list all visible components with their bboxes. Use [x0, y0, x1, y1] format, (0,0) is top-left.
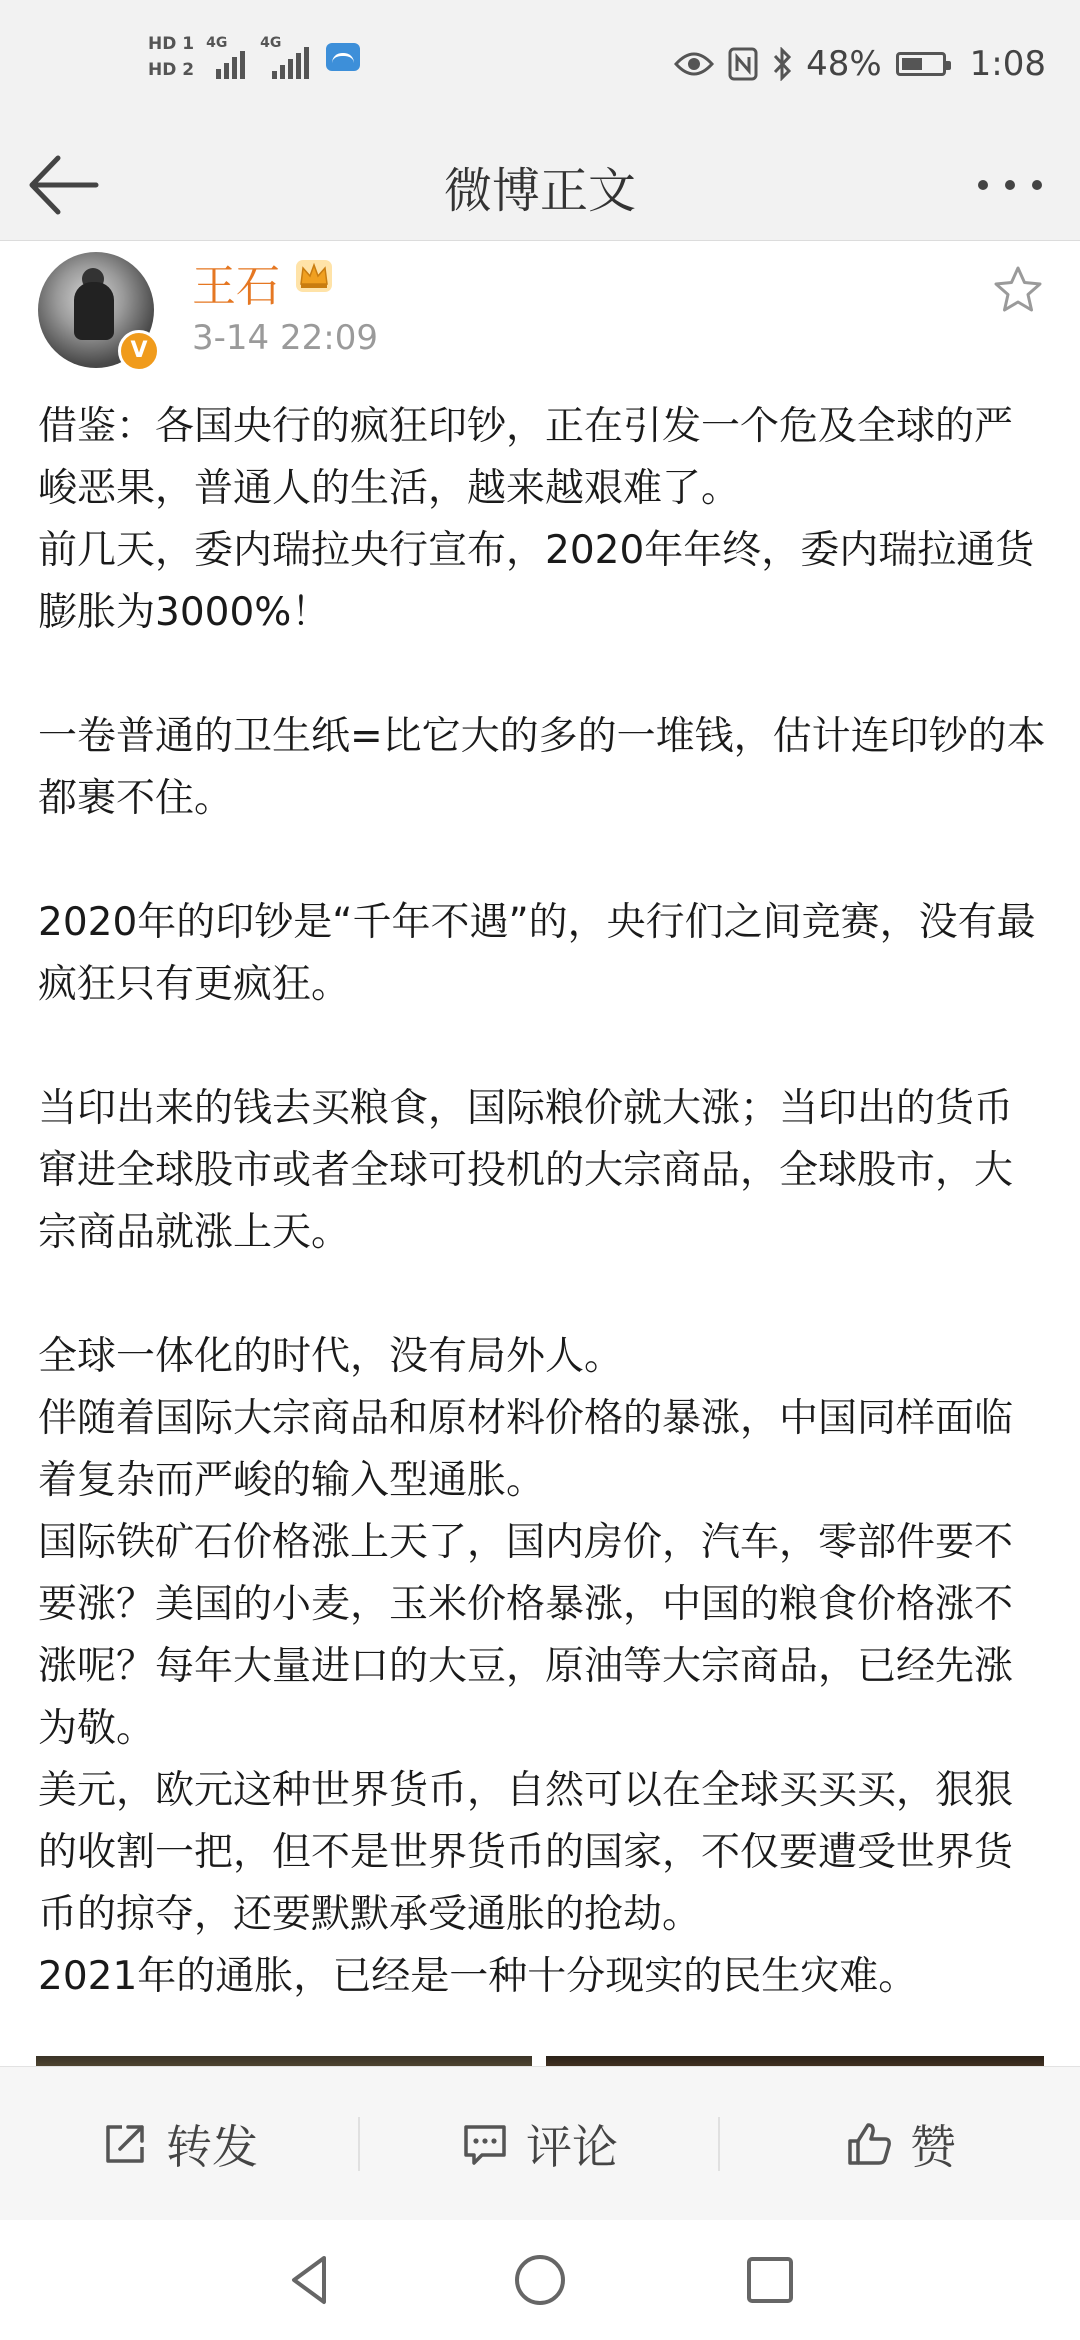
- post-paragraph-gap: [38, 1264, 1048, 1326]
- like-label: 赞: [910, 2120, 956, 2174]
- vip-crown-icon: [292, 254, 336, 298]
- post-paragraph-gap: [38, 830, 1048, 892]
- network-type-label: 4G: [260, 35, 282, 51]
- post-paragraph-gap: [38, 1016, 1048, 1078]
- repost-button[interactable]: [0, 2067, 358, 2221]
- post-paragraph: 前几天，委内瑞拉央行宣布，2020年年终，委内瑞拉通货膨胀为3000%！: [38, 528, 1035, 635]
- post-paragraph: 2020年的印钞是“千年不遇”的，央行们之间竞赛，没有最疯狂只有更疯狂。: [38, 900, 1036, 1007]
- post-timestamp: 3-14 22:09: [192, 318, 378, 358]
- status-right-group: [674, 44, 1046, 84]
- hd1-indicator: HD 1: [148, 34, 195, 54]
- page-title: 微博正文: [443, 163, 636, 219]
- comment-button[interactable]: [360, 2067, 718, 2221]
- comment-label: 评论: [526, 2120, 618, 2174]
- more-dot: [1032, 180, 1042, 190]
- system-recents-icon[interactable]: [740, 2250, 800, 2310]
- system-back-icon[interactable]: [280, 2250, 340, 2310]
- battery-percent: 48%: [806, 44, 882, 84]
- post-paragraph: 一卷普通的卫生纸=比它大的多的一堆钱，估计连印钞的本都裹不住。: [38, 714, 1046, 821]
- favorite-button[interactable]: [990, 262, 1046, 318]
- post-paragraph-gap: [38, 644, 1048, 706]
- signal-icon: [262, 35, 312, 79]
- repost-label: 转发: [166, 2120, 258, 2174]
- clock: 1:08: [969, 44, 1046, 84]
- signal-icon: [208, 35, 248, 79]
- more-options-button[interactable]: [972, 160, 1052, 210]
- post-paragraph: 当印出来的钱去买粮食，国际粮价就大涨；当印出的货币窜进全球股市或者全球可投机的大宗商品，全球股市，大宗商品就涨上天。: [38, 1086, 1014, 1255]
- author-name[interactable]: 王石: [192, 261, 280, 312]
- more-dot: [1005, 180, 1015, 190]
- post-paragraph: 全球一体化的时代，没有局外人。: [38, 1334, 624, 1379]
- post-body: [38, 396, 1048, 2008]
- like-button[interactable]: [720, 2067, 1080, 2221]
- battery-icon: [896, 52, 946, 76]
- star-icon: [990, 262, 1046, 318]
- bluetooth-icon: [772, 47, 792, 81]
- post-paragraph: 2021年的通胀，已经是一种十分现实的民生灾难。: [38, 1954, 918, 1999]
- post-paragraph: 伴随着国际大宗商品和原材料价格的暴涨，中国同样面临着复杂而严峻的输入型通胀。: [38, 1396, 1014, 1503]
- eye-icon: [674, 50, 714, 78]
- nav-bar: [0, 130, 1080, 241]
- more-dot: [978, 180, 988, 190]
- verified-badge-icon: V: [118, 330, 160, 372]
- system-nav-bar: [0, 2220, 1080, 2340]
- post-paragraph: 借鉴：各国央行的疯狂印钞，正在引发一个危及全球的严峻恶果，普通人的生活，越来越艰难了。: [38, 404, 1014, 511]
- comment-icon: [460, 2119, 510, 2169]
- thumbs-up-icon: [844, 2119, 894, 2169]
- post-paragraph: 美元，欧元这种世界货币，自然可以在全球买买买，狠狠的收割一把，但不是世界货币的国家，不仅要遭受世界货币的掠夺，还要默默承受通胀的抢劫。: [38, 1768, 1014, 1937]
- nfc-icon: [728, 47, 758, 81]
- status-bar: [0, 0, 1080, 130]
- hd-indicators: [148, 34, 194, 80]
- share-icon: [100, 2119, 150, 2169]
- status-left-group: [148, 34, 360, 80]
- network-type-label: 4G: [206, 35, 228, 51]
- wifi-icon: [326, 43, 360, 71]
- post-action-bar: [0, 2066, 1080, 2221]
- system-home-icon[interactable]: [510, 2250, 570, 2310]
- hd2-indicator: HD 2: [148, 60, 195, 80]
- post-paragraph: 国际铁矿石价格涨上天了，国内房价，汽车，零部件要不要涨？美国的小麦，玉米价格暴涨，中国的粮食价格涨不涨呢？每年大量进口的大豆，原油等大宗商品，已经先涨为敬。: [38, 1520, 1014, 1751]
